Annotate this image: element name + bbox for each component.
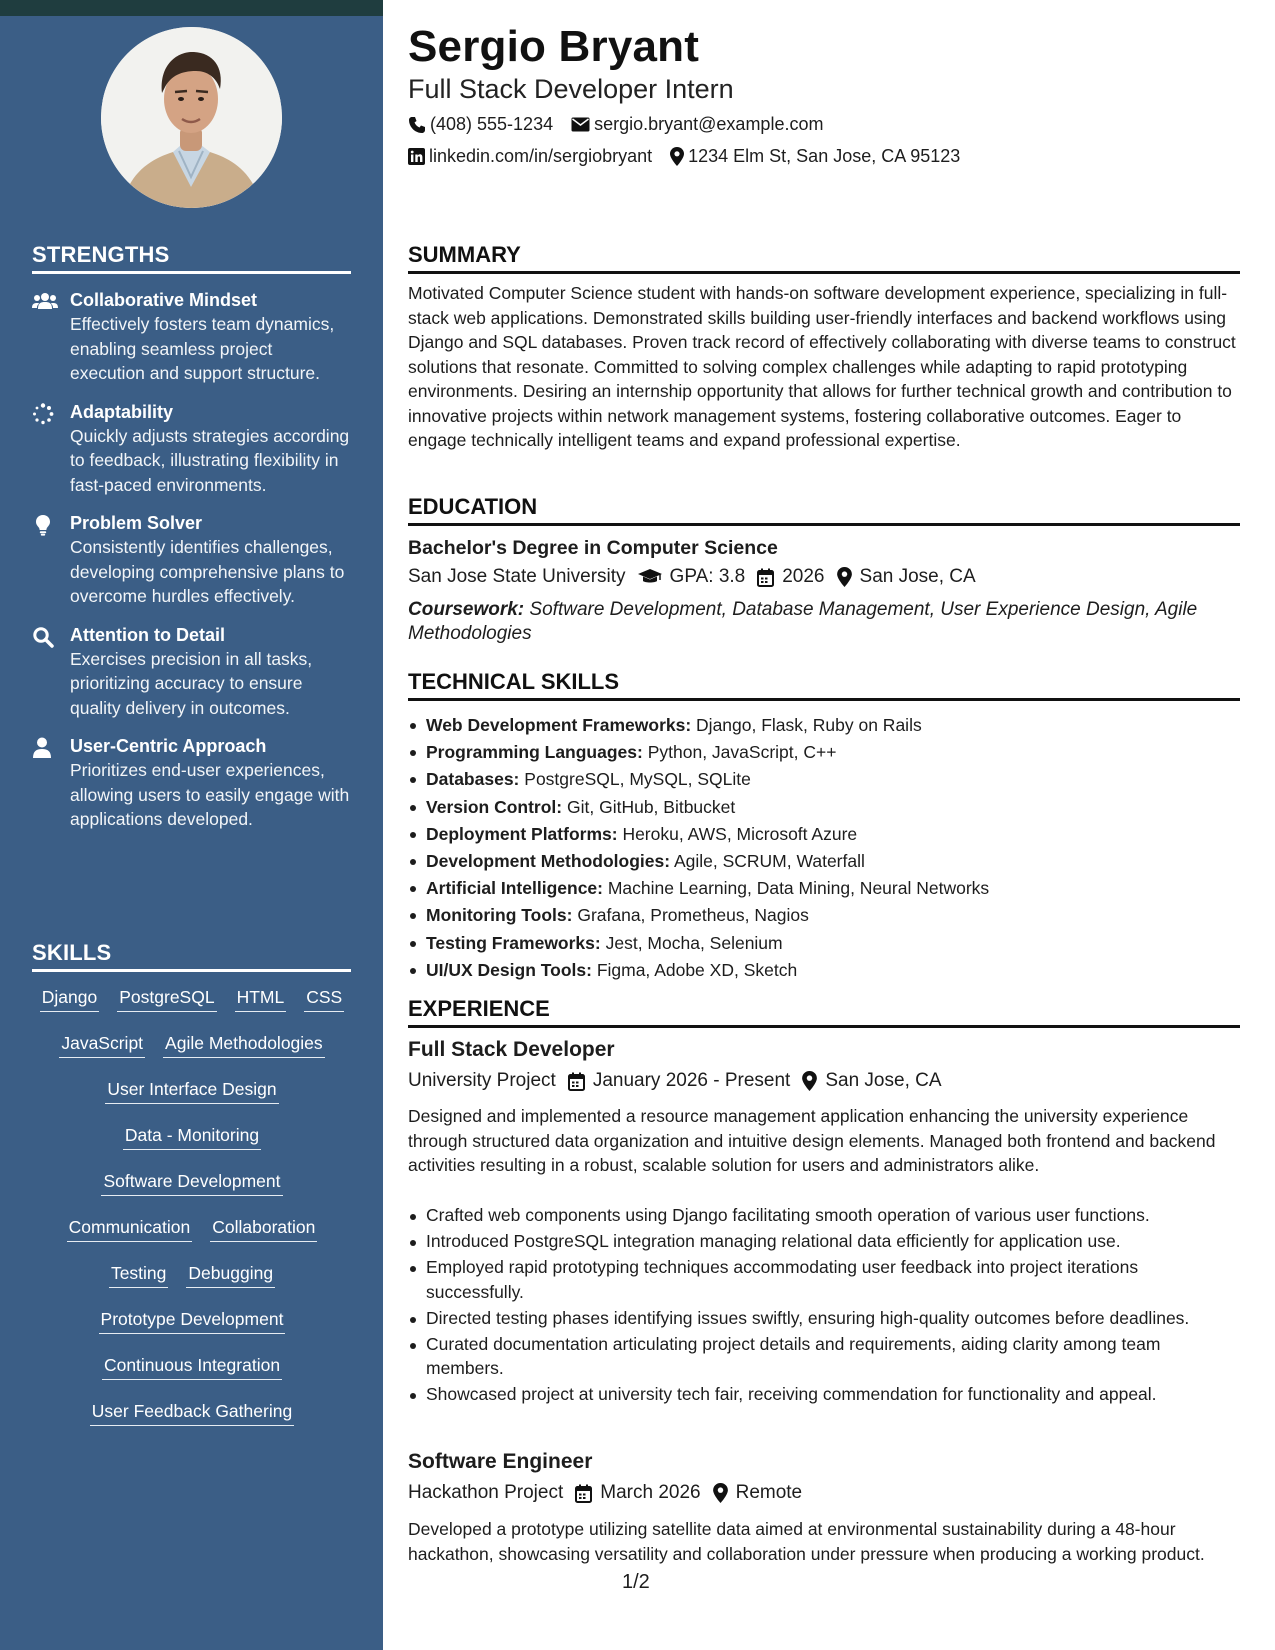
list-item bbox=[426, 821, 1240, 848]
education-location bbox=[837, 566, 976, 588]
skill-category: Development Methodologies: bbox=[426, 851, 671, 872]
calendar-icon bbox=[568, 1072, 593, 1091]
search-icon bbox=[32, 623, 70, 721]
list-item: Showcased project at university tech fair, receiving commendation for functionality and appeal. bbox=[426, 1382, 1240, 1407]
summary-heading: SUMMARY bbox=[408, 242, 1240, 274]
strength-description: Prioritizes end-user experiences, allowing users to easily engage with applications developed. bbox=[70, 760, 350, 829]
skill-category: Deployment Platforms: bbox=[426, 823, 618, 844]
strength-item bbox=[32, 511, 352, 609]
map-pin-icon bbox=[837, 567, 860, 587]
skill-tag: Debugging bbox=[186, 1262, 275, 1288]
contact-row bbox=[408, 114, 841, 135]
skill-tag: JavaScript bbox=[59, 1032, 145, 1058]
list-item bbox=[426, 848, 1240, 875]
skill-tag: Continuous Integration bbox=[102, 1354, 282, 1380]
skill-tag: User Feedback Gathering bbox=[90, 1400, 294, 1426]
summary-text: Motivated Computer Science student with hands-on software development experience, specializing in full-stack web applications. Demonstrated skills building user-friendly interfaces and backend workflows using Django and SQL databases. Proven track record of effectively collaborating with diverse teams to construct solutions that resonate. Committed to solving complex challenges while adapting to rapid prototyping environments. Desiring an internship opportunity that allows for further technical growth and contribution to innovative projects within network management systems, fostering collaborative outcomes. Eager to engage technically intelligent teams and expand professional expertise. bbox=[408, 283, 1236, 450]
list-item bbox=[426, 875, 1240, 902]
page-number: 1/2 bbox=[622, 1571, 650, 1593]
strength-item bbox=[32, 623, 352, 721]
skill-category: Testing Frameworks: bbox=[426, 932, 601, 953]
strengths-list bbox=[32, 288, 352, 846]
email-address: sergio.bryant@example.com bbox=[594, 114, 824, 134]
graduation-year bbox=[757, 566, 824, 588]
skill-values: Figma, Adobe XD, Sketch bbox=[596, 959, 798, 980]
skill-tag: PostgreSQL bbox=[117, 986, 216, 1012]
strength-item bbox=[32, 734, 352, 832]
sidebar bbox=[0, 0, 383, 1650]
map-pin-icon bbox=[802, 1071, 825, 1091]
users-icon bbox=[32, 288, 70, 386]
strength-title: Collaborative Mindset bbox=[70, 290, 258, 310]
job-location bbox=[802, 1070, 941, 1092]
list-item: Introduced PostgreSQL integration managing relational data efficiently for application use. bbox=[426, 1229, 1240, 1254]
strength-description: Effectively fosters team dynamics, enabling seamless project execution and support structure. bbox=[70, 314, 335, 383]
strength-title: Problem Solver bbox=[70, 513, 203, 533]
phone-number: (408) 555-1234 bbox=[430, 114, 554, 134]
skill-values: Grafana, Prometheus, Nagios bbox=[577, 905, 809, 926]
skills-heading: SKILLS bbox=[32, 940, 351, 972]
education-meta bbox=[408, 566, 988, 588]
strength-title: User-Centric Approach bbox=[70, 736, 267, 756]
calendar-icon bbox=[757, 568, 782, 587]
skill-values: Machine Learning, Data Mining, Neural Networks bbox=[607, 878, 990, 899]
job-meta bbox=[408, 1070, 954, 1092]
job-organization: Hackathon Project bbox=[408, 1482, 564, 1503]
envelope-icon bbox=[571, 117, 594, 132]
strength-description: Exercises precision in all tasks, prioritizing accuracy to ensure quality delivery in outcomes. bbox=[70, 648, 313, 718]
skill-category: Artificial Intelligence: bbox=[426, 878, 603, 899]
skill-values: Django, Flask, Ruby on Rails bbox=[696, 715, 922, 735]
coursework-label: Coursework: bbox=[408, 599, 525, 620]
job-organization: University Project bbox=[408, 1070, 556, 1091]
list-item bbox=[426, 794, 1240, 821]
skill-values: PostgreSQL, MySQL, SQLite bbox=[524, 769, 751, 790]
gpa bbox=[638, 566, 746, 588]
job-location bbox=[713, 1482, 803, 1504]
list-item: Crafted web components using Django facilitating smooth operation of various user functions. bbox=[426, 1203, 1240, 1228]
list-item bbox=[426, 930, 1240, 957]
email-contact[interactable] bbox=[571, 114, 823, 135]
skill-tag: Collaboration bbox=[210, 1216, 317, 1242]
skill-tag: HTML bbox=[235, 986, 287, 1012]
job-description: Designed and implemented a resource management application enhancing the university experience through structured data organization and intuitive design elements. Managed both frontend and backend activities resulting in a robust, scalable solution for users and administrators alike. bbox=[408, 1106, 1216, 1175]
strengths-heading: STRENGTHS bbox=[32, 242, 351, 274]
year-value: 2026 bbox=[782, 566, 825, 587]
skills-cloud bbox=[32, 986, 352, 1426]
linkedin-contact[interactable] bbox=[408, 146, 652, 167]
degree-title: Bachelor's Degree in Computer Science bbox=[408, 537, 778, 559]
candidate-name: Sergio Bryant bbox=[408, 22, 700, 71]
skill-category: Web Development Frameworks: bbox=[426, 715, 692, 735]
skill-tag: Communication bbox=[67, 1216, 193, 1242]
skill-tag: Agile Methodologies bbox=[163, 1032, 325, 1058]
map-pin-icon bbox=[713, 1483, 736, 1503]
phone-contact[interactable] bbox=[408, 114, 553, 135]
education-heading: EDUCATION bbox=[408, 494, 1240, 526]
strength-description: Consistently identifies challenges, developing comprehensive plans to overcome hurdles effectively. bbox=[70, 537, 345, 606]
location-value: Remote bbox=[735, 1482, 803, 1503]
gpa-value: GPA: 3.8 bbox=[669, 566, 746, 587]
job-bullets bbox=[426, 1203, 1240, 1408]
skill-category: Monitoring Tools: bbox=[426, 905, 573, 926]
list-item bbox=[426, 739, 1240, 766]
strength-title: Attention to Detail bbox=[70, 624, 225, 645]
list-item bbox=[426, 766, 1240, 793]
phone-icon bbox=[408, 116, 430, 134]
skill-category: Databases: bbox=[426, 769, 520, 790]
technical-skills-heading: TECHNICAL SKILLS bbox=[408, 669, 1240, 701]
candidate-headline: Full Stack Developer Intern bbox=[408, 74, 734, 104]
job-title: Full Stack Developer bbox=[408, 1038, 615, 1061]
location-value: San Jose, CA bbox=[859, 566, 976, 587]
job-title: Software Engineer bbox=[408, 1450, 593, 1473]
linkedin-url: linkedin.com/in/sergiobryant bbox=[429, 146, 653, 166]
location-value: San Jose, CA bbox=[825, 1070, 942, 1091]
job-dates bbox=[568, 1070, 791, 1092]
experience-heading: EXPERIENCE bbox=[408, 996, 1240, 1028]
skill-category: Version Control: bbox=[426, 796, 563, 817]
list-item: Employed rapid prototyping techniques accommodating user feedback into project iterations successfully. bbox=[426, 1255, 1240, 1304]
list-item bbox=[426, 957, 1240, 984]
dates-value: January 2026 - Present bbox=[592, 1070, 791, 1091]
contact-row bbox=[408, 146, 978, 167]
linkedin-icon bbox=[408, 148, 429, 165]
skill-values: Agile, SCRUM, Waterfall bbox=[673, 851, 865, 872]
skill-values: Python, JavaScript, C++ bbox=[647, 742, 837, 763]
user-icon bbox=[32, 734, 70, 832]
calendar-icon bbox=[575, 1484, 600, 1503]
skill-values: Jest, Mocha, Selenium bbox=[605, 932, 783, 953]
skill-values: Heroku, AWS, Microsoft Azure bbox=[622, 823, 858, 844]
sidebar-top-band bbox=[0, 0, 383, 16]
strength-title: Adaptability bbox=[70, 401, 174, 422]
school-name: San Jose State University bbox=[408, 566, 626, 587]
coursework-list: Software Development, Database Management, User Experience Design, Agile Methodologies bbox=[408, 599, 1198, 644]
skill-tag: Prototype Development bbox=[99, 1308, 286, 1334]
skill-category: Programming Languages: bbox=[426, 742, 643, 763]
address: 1234 Elm St, San Jose, CA 95123 bbox=[688, 146, 961, 166]
list-item: Directed testing phases identifying issues swiftly, ensuring high-quality outcomes before deadlines. bbox=[426, 1306, 1240, 1331]
strength-description: Quickly adjusts strategies according to feedback, illustrating flexibility in fast-paced environments. bbox=[70, 425, 350, 495]
skill-tag: Django bbox=[40, 986, 99, 1012]
job-description: Developed a prototype utilizing satellite data aimed at environmental sustainability during a 48-hour hackathon, showcasing versatility and collaboration under pressure when producing a working product. bbox=[408, 1519, 1205, 1564]
graduation-cap-icon bbox=[638, 568, 670, 586]
spinner-icon bbox=[32, 400, 70, 498]
technical-skills-list bbox=[426, 712, 1240, 984]
skill-values: Git, GitHub, Bitbucket bbox=[567, 796, 736, 817]
coursework bbox=[408, 598, 1240, 646]
map-pin-icon bbox=[670, 147, 688, 166]
job-dates bbox=[575, 1482, 700, 1504]
skill-category: UI/UX Design Tools: bbox=[426, 959, 592, 980]
skill-tag: Data - Monitoring bbox=[123, 1124, 261, 1150]
address-contact bbox=[670, 146, 960, 167]
skill-tag: Testing bbox=[109, 1262, 168, 1288]
profile-photo bbox=[101, 27, 282, 208]
list-item: Curated documentation articulating project details and requirements, aiding clarity among team members. bbox=[426, 1332, 1240, 1381]
skill-tag: CSS bbox=[304, 986, 344, 1012]
list-item bbox=[426, 902, 1240, 929]
list-item bbox=[426, 712, 1240, 739]
dates-value: March 2026 bbox=[600, 1482, 701, 1503]
lightbulb-icon bbox=[32, 511, 70, 609]
skill-tag: Software Development bbox=[101, 1170, 282, 1196]
skill-tag: User Interface Design bbox=[105, 1078, 278, 1104]
job-meta bbox=[408, 1482, 814, 1504]
strength-item bbox=[32, 288, 352, 386]
strength-item bbox=[32, 400, 352, 498]
